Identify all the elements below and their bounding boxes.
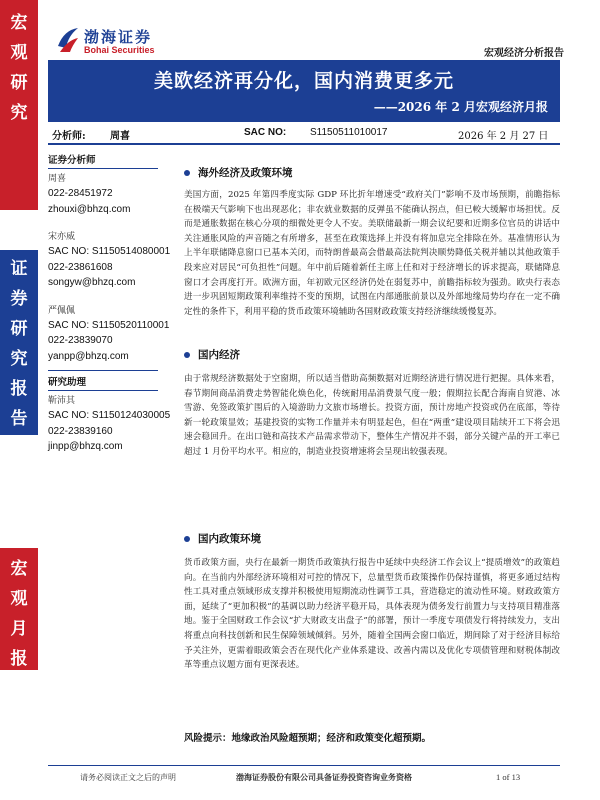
section-paragraph: 美国方面，2025 年第四季度实际 GDP 环比折年增速受“政府关门”影响不及市场预期，前瞻指标在极端天气影响下也出现恶化；非农就业数据的反弹虽不能确认拐点，但已較大缓解市场担忧。反而是通胀数据在核心分项的细微处更令人不安。美联储最新一期会议纪要和近期多位官员的讲话中关注通胀风险的声音随之有所增多，甚至在政策选择上并没有将加息完全排除在外。基准情形认为上半年联储降息窗口已基本关闭，而特朗普最高会借最高法院判决顺势降低关税并辅以其他政策手段来应对居民“可负担性”问题。年中前后随着新任主席上任和对于经济增长的诉求提高，联储降息窗口才会再度打开。欧洲方面，年初欧元区经济仍处在弱复苏中，前瞻指标较为强劲。欧央行表态进一步巩固短期政策利率维持不变的预期，试图在内部通胀前景以及外部地缘局势均存在一定不确定性的条件下，利用平稳的货币政策环境辅助各国财政政策支持经济继续缓慢复苏。 [184,190,560,317]
sac-number: S1150511010017 [310,127,388,138]
band-char: 证 [10,259,28,279]
analyst-label: 分析师: [52,131,86,142]
band-char: 观 [10,589,28,609]
contact-sidebar [48,152,171,455]
wave-logo-icon [56,26,80,54]
band-macro-research [0,0,38,210]
report-type: 宏观经济分析报告 [484,48,564,59]
band-char: 宏 [10,559,28,579]
page-subtitle: ——2026 年 2 月宏观经济月报 [373,100,548,114]
band-char: 报 [10,379,28,399]
contact-email[interactable]: zhouxi@bhzq.com [48,203,131,215]
section-heading: 国内经济 [184,346,560,364]
logo-en-text: Bohai Securities [84,45,155,55]
section-heading: 海外经济及政策环境 [184,164,560,182]
section-paragraph: 货币政策方面，央行在最新一期货币政策执行报告中延续中央经济工作会议上“提质增效”的政策趋向。在当前内外部经济环境相对可控的情况下，总量型货币政策操作仍保持谨慎，将更多通过结构性工具对重点领域形成支撑并积极使用短期流动性调节工具，营造稳定的流动性环境。财政政策方面，延续了“更加积极”的基调以助力经济平稳开局，具体表现为债务发行前置力与支持项目精准落地。鉴于全国财政工作会议“扩大财政支出盘子”的部署，预计一季度专项债发行将持续发力，支出将重点向科技创新和民生保障领域倾斜。另外，随着全国两会窗口临近，期间除了对于经济目标给予关注外，更需着眼政策会否在现代化产业体系建设、改善内需以及优化专项债管理和财税体制改革等重点议题方面有更深表述。 [184,558,560,671]
band-char: 究 [10,103,28,123]
page-title: 美欧经济再分化，国内消费更多元 [153,70,454,92]
section-domestic-economy [184,346,560,460]
risk-text: 地缘政治风险超预期；经济和政策变化超预期。 [231,733,432,744]
footer-disclaimer: 请务必阅读正文之后的声明 [80,773,176,782]
contact-sac: SAC NO: S1150124030005 [48,410,171,421]
band-macro-monthly [0,548,38,670]
report-date: 2026 年 2 月 27 日 [458,131,549,142]
meta-line [48,124,560,142]
analyst-name: 周喜 [110,131,130,142]
band-char: 宏 [10,13,28,33]
section-heading: 国内政策环境 [184,530,560,548]
contact-phone: 022-23839160 [48,425,113,437]
section-paragraph: 由于常规经济数据处于空窗期，所以适当借助高频数据对近期经济进行情况进行把握。具体来看，春节期间商品消费走势智能化焕色化，传统耐用品消费景气度一般；假期拉长配合海南自贸港、冰雪游、免签政策扩围后的入境游助力文旅市场增长。投资方面，预计房地产投资或仍在底部，等待新一轮政策显效；基建投资的实物工作量并未有明显起色，但在“两重”建设项目陆续开工下将会迅速会稳回升。在出口链和高技术产品需求带动下，整体生产情况并不弱，部分关键产品的开工率已超过 1 月份平均水平。相应的，制造业投资增速将会呈现出较强表现。 [184,374,560,457]
contact-email[interactable]: songyw@bhzq.com [48,277,136,288]
band-char: 研 [10,73,28,93]
band-char: 券 [10,289,28,309]
company-logo [56,26,176,58]
page-number: 1 of 13 [496,772,521,782]
section-domestic-policy [184,530,560,673]
band-char: 观 [10,43,28,63]
logo-cn-text: 渤海证券 [84,28,153,46]
risk-note [184,730,560,744]
contact-email[interactable]: yanpp@bhzq.com [48,350,129,362]
contact-email[interactable]: jinpp@bhzq.com [48,441,123,452]
contact-name: 宋亦威 [48,232,76,242]
contact-name: 靳沛其 [48,396,76,406]
band-char: 报 [10,649,28,669]
contact-phone: 022-23861608 [48,261,113,273]
footer-company: 渤海证券股份有限公司具备证券投资咨询业务资格 [236,772,412,782]
sac-label: SAC NO: [244,127,287,138]
contact-phone: 022-28451972 [48,188,113,199]
footer-divider [48,765,560,766]
analysts-heading: 证券分析师 [48,152,158,169]
title-banner [48,60,560,122]
section-overseas [184,164,560,319]
contact-name: 周喜 [48,174,67,184]
band-char: 月 [10,619,28,639]
contact-name: 严佩佩 [48,305,76,316]
band-char: 研 [10,319,28,339]
band-securities-report [0,250,38,435]
risk-label: 风险提示： [184,733,232,744]
band-char: 究 [10,349,28,369]
assistant-heading: 研究助理 [48,370,158,391]
meta-divider [48,143,560,145]
contact-sac: SAC NO: S1150514080001 [48,246,171,257]
contact-phone: 022-23839070 [48,335,113,346]
contact-sac: SAC NO: S1150520110001 [48,319,170,331]
band-char: 告 [10,409,28,429]
